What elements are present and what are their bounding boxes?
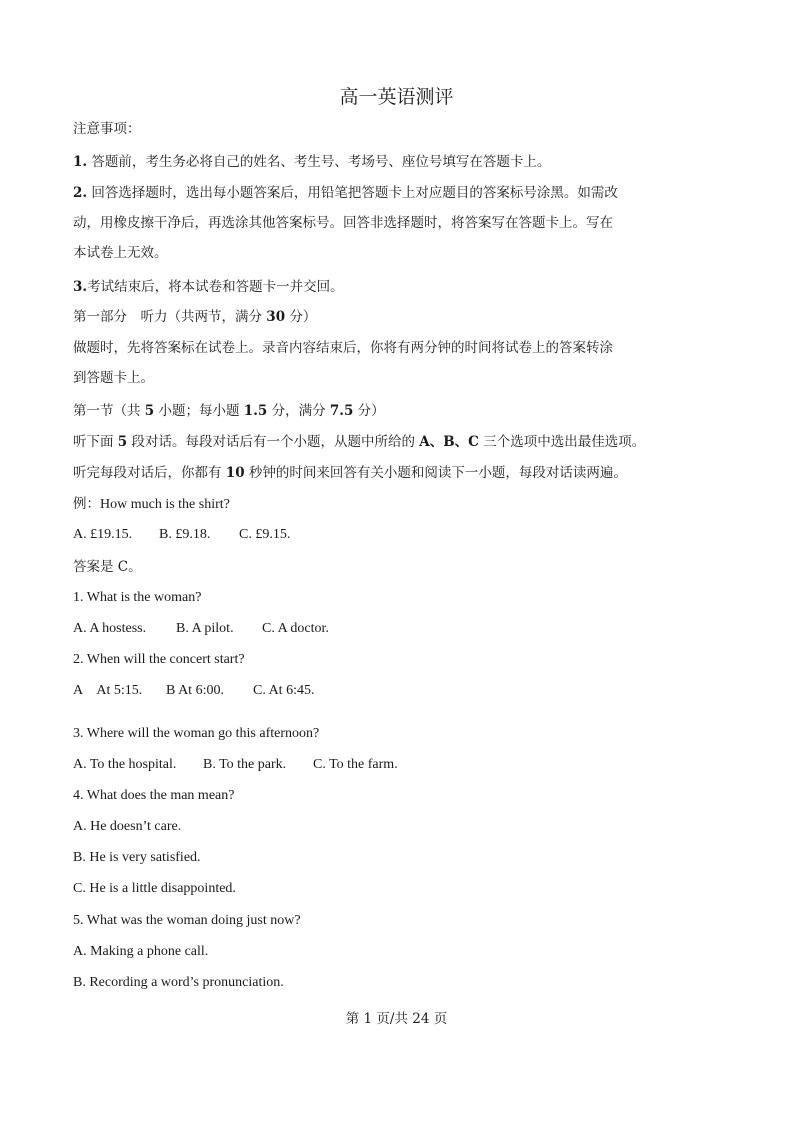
- section1-heading-c: 分，满分: [267, 403, 330, 419]
- page-title: 高一英语测评: [339, 86, 454, 108]
- question-1-option-c: C. A doctor.: [262, 621, 329, 636]
- notice-item-3-text: 考试结束后，将本试卷和答题卡一并交回。: [87, 279, 344, 295]
- part1-heading-suffix: 分）: [285, 309, 317, 325]
- question-4-option-a: A. He doesn’t care.: [73, 819, 182, 834]
- example-question-text: How much is the shirt?: [100, 497, 230, 512]
- question-2-option-c: C. At 6:45.: [253, 683, 315, 698]
- question-4-option-b: B. He is very satisfied.: [73, 850, 201, 865]
- section1-instr2-a: 听完每段对话后，你都有: [73, 465, 226, 481]
- section1-instruction-2: [73, 464, 627, 482]
- example-option-b: B. £9.18.: [159, 527, 211, 542]
- example-answer: 答案是 C。: [73, 559, 142, 575]
- example-question: [73, 495, 230, 514]
- section1-instr2-num: 10: [225, 465, 245, 481]
- question-3: 3. Where will the woman go this afternoon?: [73, 726, 320, 741]
- section1-instr1-a: 听下面: [73, 434, 118, 450]
- section1-instr1-b: 段对话。每段对话后有一个小题，从题中所给的: [127, 434, 420, 450]
- notice-item-2-text-1: 回答选择题时，选出每小题答案后，用铅笔把答题卡上对应题目的答案标号涂黑。如需改: [87, 185, 618, 201]
- section1-instr1-opts: A、B、C: [419, 434, 479, 450]
- question-3-option-a: A. To the hospital.: [73, 757, 177, 772]
- question-5: 5. What was the woman doing just now?: [73, 913, 301, 928]
- section1-heading: [73, 402, 385, 420]
- notice-heading: 注意事项：: [73, 121, 141, 137]
- section1-heading-a: 第一节（共: [73, 403, 145, 419]
- notice-item-1-number: 1.: [73, 154, 88, 170]
- notice-item-1: [73, 153, 550, 171]
- question-2-option-b: B At 6:00.: [166, 683, 224, 698]
- question-1-options: [73, 620, 329, 638]
- question-3-option-c: C. To the farm.: [313, 757, 398, 772]
- section1-count: 5: [144, 403, 155, 419]
- section1-heading-b: 小题；每小题: [154, 403, 244, 419]
- question-1-option-b: B. A pilot.: [176, 621, 234, 636]
- question-1-option-a: A. A hostess.: [73, 621, 147, 636]
- part1-instruction-line-1: 做题时，先将答案标在试卷上。录音内容结束后，你将有两分钟的时间将试卷上的答案转涂: [73, 340, 613, 356]
- question-3-options: [73, 756, 398, 774]
- question-2: 2. When will the concert start?: [73, 652, 245, 667]
- section1-instr2-b: 秒钟的时间来回答有关小题和阅读下一小题，每段对话读两遍。: [244, 465, 627, 481]
- question-4-option-c: C. He is a little disappointed.: [73, 881, 236, 896]
- part1-instruction-line-2: 到答题卡上。: [73, 370, 154, 386]
- page-footer: 第 1 页/共 24 页: [345, 1011, 448, 1027]
- section1-each: 1.5: [243, 403, 268, 419]
- question-5-option-a: A. Making a phone call.: [73, 944, 209, 959]
- notice-item-2-line-2: 动，用橡皮擦干净后，再选涂其他答案标号。回答非选择题时，将答案写在答题卡上。写在: [73, 215, 613, 231]
- example-option-c: C. £9.15.: [239, 527, 291, 542]
- section1-total: 7.5: [329, 403, 354, 419]
- section1-instr1-c: 三个选项中选出最佳选项。: [478, 434, 646, 450]
- notice-item-2-line-1: [73, 184, 618, 202]
- example-options: [73, 526, 290, 544]
- question-2-options: [73, 682, 314, 700]
- notice-item-3: [73, 278, 344, 296]
- notice-item-2-line-3: 本试卷上无效。: [73, 245, 168, 261]
- example-option-a: A. £19.15.: [73, 527, 133, 542]
- part1-score: 30: [266, 309, 286, 325]
- example-prefix: 例：: [73, 496, 100, 512]
- part1-heading: [73, 308, 316, 326]
- question-1: 1. What is the woman?: [73, 590, 202, 605]
- notice-item-2-number: 2.: [73, 185, 88, 201]
- question-5-option-b: B. Recording a word’s pronunciation.: [73, 975, 284, 990]
- question-2-option-a: A At 5:15.: [73, 683, 143, 698]
- section1-heading-d: 分）: [353, 403, 385, 419]
- part1-heading-text: 第一部分 听力（共两节，满分: [73, 309, 267, 325]
- notice-item-1-text: 答题前，考生务必将自己的姓名、考生号、考场号、座位号填写在答题卡上。: [87, 154, 551, 170]
- notice-item-3-number: 3.: [73, 279, 88, 295]
- question-4: 4. What does the man mean?: [73, 788, 235, 803]
- question-3-option-b: B. To the park.: [203, 757, 287, 772]
- section1-instr1-num: 5: [117, 434, 128, 450]
- section1-instruction-1: [73, 433, 645, 451]
